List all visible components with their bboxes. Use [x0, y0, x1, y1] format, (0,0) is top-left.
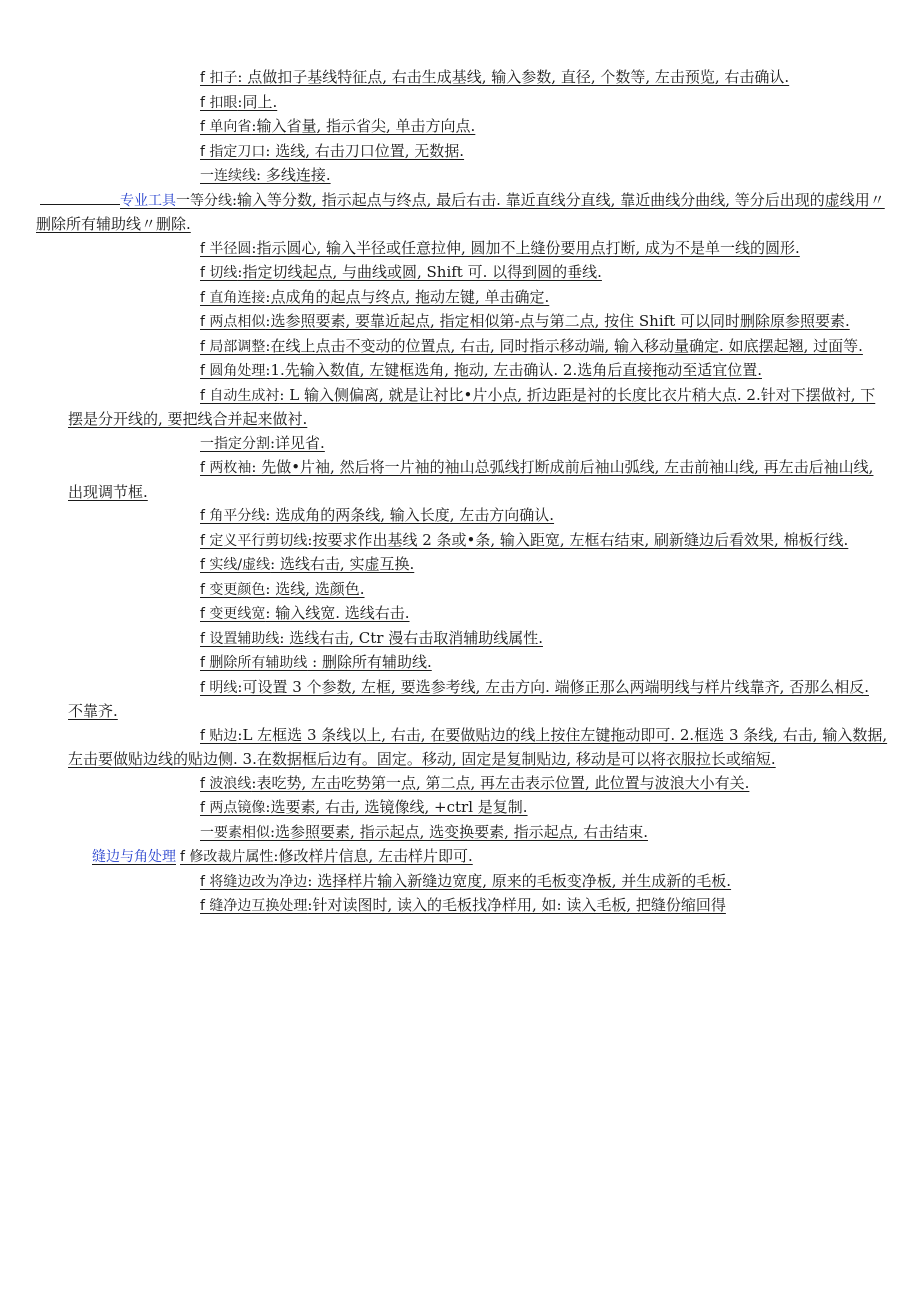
entry-notch — [0, 140, 920, 165]
entry-text: : 选线右击, Ctr 漫右击取消辅助线属性. — [279, 628, 543, 647]
entry-mirror — [0, 796, 920, 821]
entry-label: 一连续线 — [200, 168, 256, 184]
entry-seam-to-net — [0, 870, 920, 895]
entry-wave-line — [0, 772, 920, 797]
entry-text: :选要素, 右击, 选镜像线, +ctrl 是复制. — [265, 798, 528, 816]
entry-label: f 局部调整 — [200, 338, 266, 355]
entry-label: 一要素相似 — [200, 824, 270, 841]
entry-label: f 圆角处理 — [200, 363, 266, 379]
entry-label: f 自动生成衬 — [200, 387, 280, 404]
entry-label: f 扣眼 — [200, 94, 238, 111]
entry-line-width — [0, 602, 920, 627]
entry-label: f 删除所有辅助线 — [200, 655, 308, 671]
entry-text: :详见省. — [270, 433, 325, 452]
entry-change-color — [0, 578, 920, 603]
entry-text: :表吃势, 左击吃势第一点, 第二点, 再左击表示位置, 此位置与波浪大小有关. — [251, 773, 750, 792]
entry-two-piece-sleeve — [0, 456, 920, 504]
entry-text: :指示圆心, 输入半径或任意拉伸, 圆加不上缝份要用点打断, 成为不是单一线的圆形. — [251, 238, 800, 257]
entry-label: f 两枚袖 — [200, 460, 252, 476]
entry-set-aux-line — [0, 627, 920, 652]
entry-text: : 多线连接. — [256, 166, 331, 184]
entry-piece-attributes — [0, 845, 920, 870]
entry-angle-bisector — [0, 504, 920, 529]
entry-auto-lining — [0, 384, 920, 432]
entry-text: : 删除所有辅助线. — [307, 653, 432, 671]
entry-facing — [0, 724, 920, 772]
entry-label: f 指定刀口 — [200, 143, 266, 160]
entry-text: :同上. — [237, 92, 278, 111]
entry-seam-net-swap — [0, 894, 920, 919]
entry-label: f 缝净边互换处理 — [200, 898, 308, 914]
entry-text: : 先做•片袖, 然后将一片袖的袖山总弧线打断成前后袖山弧线, 左击前袖山线, 再左击后袖山线, 出现调节框. — [68, 458, 874, 501]
entry-button-maker — [0, 66, 920, 91]
entry-text: :点成角的起点与终点, 拖动左键, 单击确定. — [265, 287, 550, 306]
entry-text: : 选线右击, 实虚互换. — [270, 555, 415, 573]
entry-radius-circle — [0, 237, 920, 262]
entry-text: :输入等分数, 指示起点与终点, 最后右击. 靠近直线分直线, 靠近曲线分曲线, 等分后出现的虚线用〃删除所有辅助线〃删除. — [36, 190, 885, 233]
entry-solid-dash — [0, 553, 920, 578]
entry-polyline — [0, 164, 920, 189]
entry-text: :L 左框选 3 条线以上, 右击, 在要做贴边的线上按住左键拖动即可. 2.框选 3 条线, 右击, 输入数据, 左击要做贴边线的贴边侧. 3.在数据框后边有。固定。移动, 固定是复制贴边, 移动是可以将衣服拉长或缩短. — [68, 725, 888, 768]
entry-label: f 切线 — [200, 265, 238, 281]
entry-label: f 单向省 — [200, 119, 252, 135]
entry-text: : 选线, 选颜色. — [265, 579, 365, 598]
entry-label: f 设置辅助线 — [200, 630, 280, 647]
entry-two-point-similar — [0, 310, 920, 335]
entry-text: : 选线, 右击刀口位置, 无数据. — [265, 141, 465, 160]
entry-label: f 两点相似 — [200, 314, 266, 330]
entry-tangent — [0, 261, 920, 286]
entry-split — [0, 432, 920, 457]
entry-label: f 定义平行剪切线 — [200, 532, 308, 549]
entry-text: :选参照要素, 指示起点, 选变换要素, 指示起点, 右击结束. — [270, 822, 648, 841]
entry-label: f 扣子 — [200, 70, 238, 86]
entry-parallel-cut — [0, 529, 920, 554]
entry-corner-round — [0, 359, 920, 384]
entry-text: :可设置 3 个参数, 左框, 要选参考线, 左击方向. 端修正那么两端明线与样片线靠齐, 否那么相反. 不靠齐. — [68, 677, 869, 720]
entry-label: f 修改裁片属性 — [180, 849, 274, 865]
entry-buttonhole — [0, 91, 920, 116]
entry-label: 一指定分割 — [200, 435, 270, 452]
section-heading-seam-corner: 缝边与角处理 — [92, 849, 176, 865]
entry-text: :针对读图时, 读入的毛板找净样用, 如: 读入毛板, 把缝份缩回得 — [307, 896, 726, 914]
entry-text: :修改样片信息, 左击样片即可. — [273, 847, 473, 865]
entry-text: :输入省量, 指示省尖, 单击方向点. — [251, 117, 476, 135]
entry-text: : 选成角的两条线, 输入长度, 左击方向确认. — [265, 506, 555, 524]
entry-text: : 输入线宽. 选线右击. — [265, 604, 410, 622]
entry-label: f 变更线宽 — [200, 606, 266, 622]
entry-topstitch — [0, 676, 920, 724]
entry-label: f 直角连接 — [200, 289, 266, 306]
entry-label: f 变更颜色 — [200, 581, 266, 598]
entry-label: f 将缝边改为净边 — [200, 873, 308, 890]
blank-line — [40, 190, 120, 205]
entry-text: :指定切线起点, 与曲线或圆, Shift 可. 以得到圆的垂线. — [237, 263, 602, 281]
entry-delete-aux-lines — [0, 651, 920, 676]
entry-text: :在线上点击不变动的位置点, 右击, 同时指示移动端, 输入移动量确定. 如底摆起翘, 过面等. — [265, 336, 863, 355]
entry-label: f 半径圆 — [200, 240, 252, 257]
section-heading-pro-tools: 专业工具 — [120, 192, 176, 209]
entry-label: f 角平分线 — [200, 508, 266, 524]
entry-label: f 贴边 — [200, 727, 238, 744]
entry-label: f 明线 — [200, 679, 238, 696]
entry-divide-line — [0, 189, 920, 237]
entry-text: :按要求作出基线 2 条或•条, 输入距宽, 左框右结束, 刷新缝边后看效果, 棉板行线. — [307, 530, 849, 549]
entry-text: : 点做扣子基线特征点, 右击生成基线, 输入参数, 直径, 个数等, 左击预览, 右击确认. — [237, 68, 790, 86]
entry-right-angle — [0, 286, 920, 311]
entry-single-dart — [0, 115, 920, 140]
entry-label: 一等分线 — [176, 192, 232, 209]
entry-element-similar — [0, 821, 920, 846]
entry-label: f 两点镜像 — [200, 800, 266, 816]
entry-text: :选参照要素, 要靠近起点, 指定相似第-点与第二点, 按住 Shift 可以同时删除原参照要素. — [265, 312, 850, 330]
entry-text: :1.先输入数值, 左键框选角, 拖动, 左击确认. 2.选角后直接拖动至适宜位置. — [265, 361, 762, 379]
entry-label: f 波浪线 — [200, 775, 252, 792]
entry-text: : L 输入侧偏离, 就是让衬比•片小点, 折边距是衬的长度比衣片稍大点. 2.针对下摆做衬, 下摆是分开线的, 要把线合并起来做衬. — [68, 385, 876, 428]
entry-local-adjust — [0, 335, 920, 360]
entry-text: : 选择样片输入新缝边宽度, 原来的毛板变净板, 并生成新的毛板. — [307, 871, 732, 890]
entry-label: f 实线/虚线 — [200, 557, 271, 573]
